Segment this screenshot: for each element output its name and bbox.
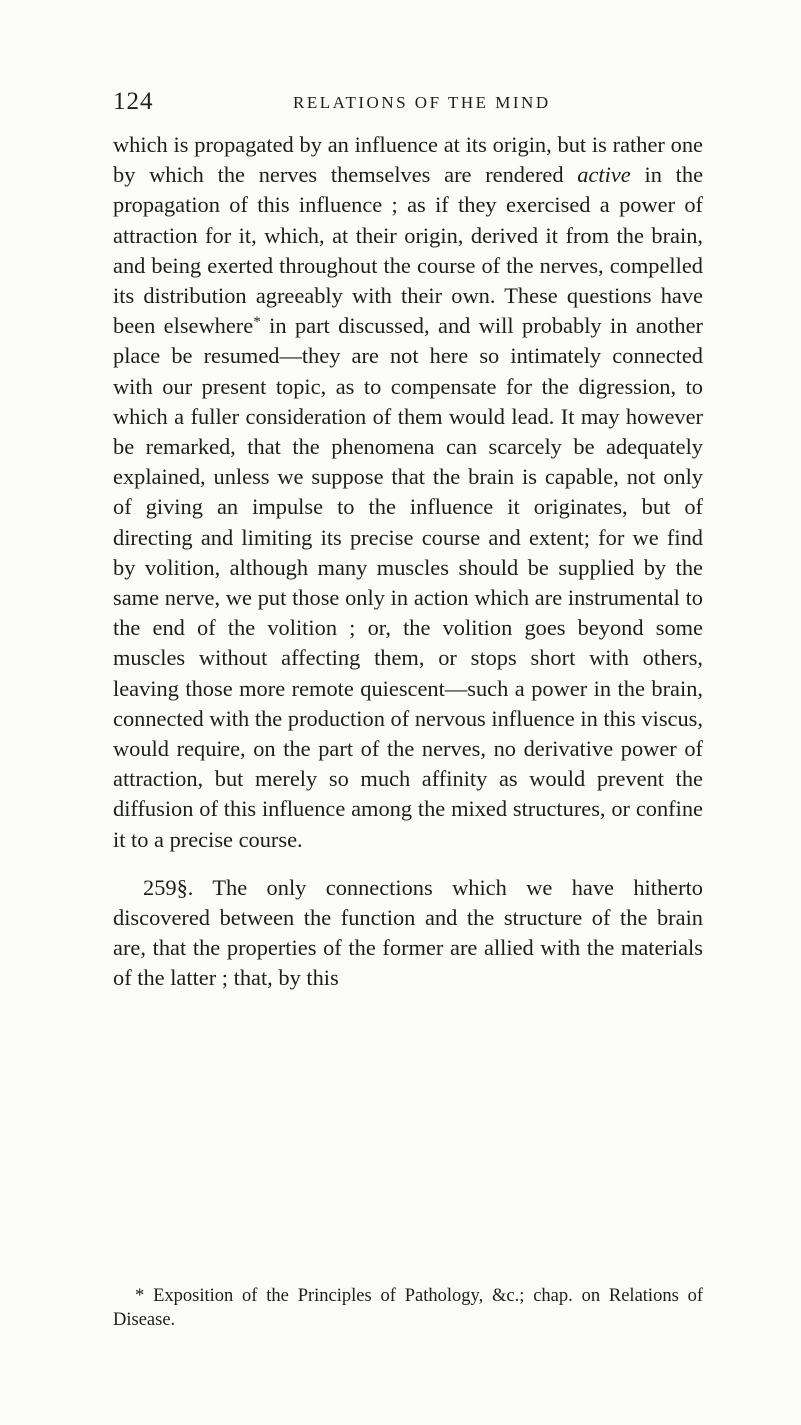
running-head: RELATIONS OF THE MIND xyxy=(293,93,551,112)
paragraph-259: 259§. The only connections which we have hitherto discovered between the function and the structure of the brain are, that the properties of the former are allied with the materials of the latter ; that, by this xyxy=(113,874,703,991)
paragraph-segment: in the propagation of this influence ; as if they exercised a power of attraction for it, which, at their origin, derived it from the brain, and being exerted throughout the course of the nerves, compelled its distribution agreeably with their own. These questions have been elsewhere xyxy=(113,162,704,339)
paragraph-segment: in part discussed, and will probably in another place be resumed—they are not here so intimately connected with our present topic, as to compensate for the digression, to which a fuller consideration of them would lead. It may however be remarked, that the phenomena can scarcely be adequately explained, unless we suppose that the brain is capable, not only of giving an impulse to the influence it originates, but of directing and limiting its precise course and extent; for we find by volition, although many muscles should be supplied by the same nerve, we put those only in action which are instrumental to the end of the volition ; or, the volition goes beyond some muscles without affecting them, or stops short with others, leaving those more remote quiescent—such a power in the brain, connected with the production of nervous influence in this viscus, would require, on the part of the nerves, no derivative power of attraction, but merely so much affinity as would prevent the diffusion of this influence among the mixed structures, or confine it to a precise course. xyxy=(113,313,703,852)
page-header xyxy=(113,88,703,122)
footnote xyxy=(113,1284,703,1332)
footnote-marker: * xyxy=(135,1286,145,1306)
paragraph-segment: which is propagated by an influence at its origin, but is rather one by which the nerves themselves are rendered xyxy=(113,132,703,188)
italic-emphasis: active xyxy=(577,162,631,188)
footnote-text: Exposition of the Principles of Pathology, &c.; chap. on Relations of Disease. xyxy=(113,1286,703,1330)
body-text xyxy=(113,130,703,994)
footnote-reference: * xyxy=(253,314,261,331)
page-number: 124 xyxy=(113,88,154,115)
paragraph-continuation xyxy=(113,130,703,855)
